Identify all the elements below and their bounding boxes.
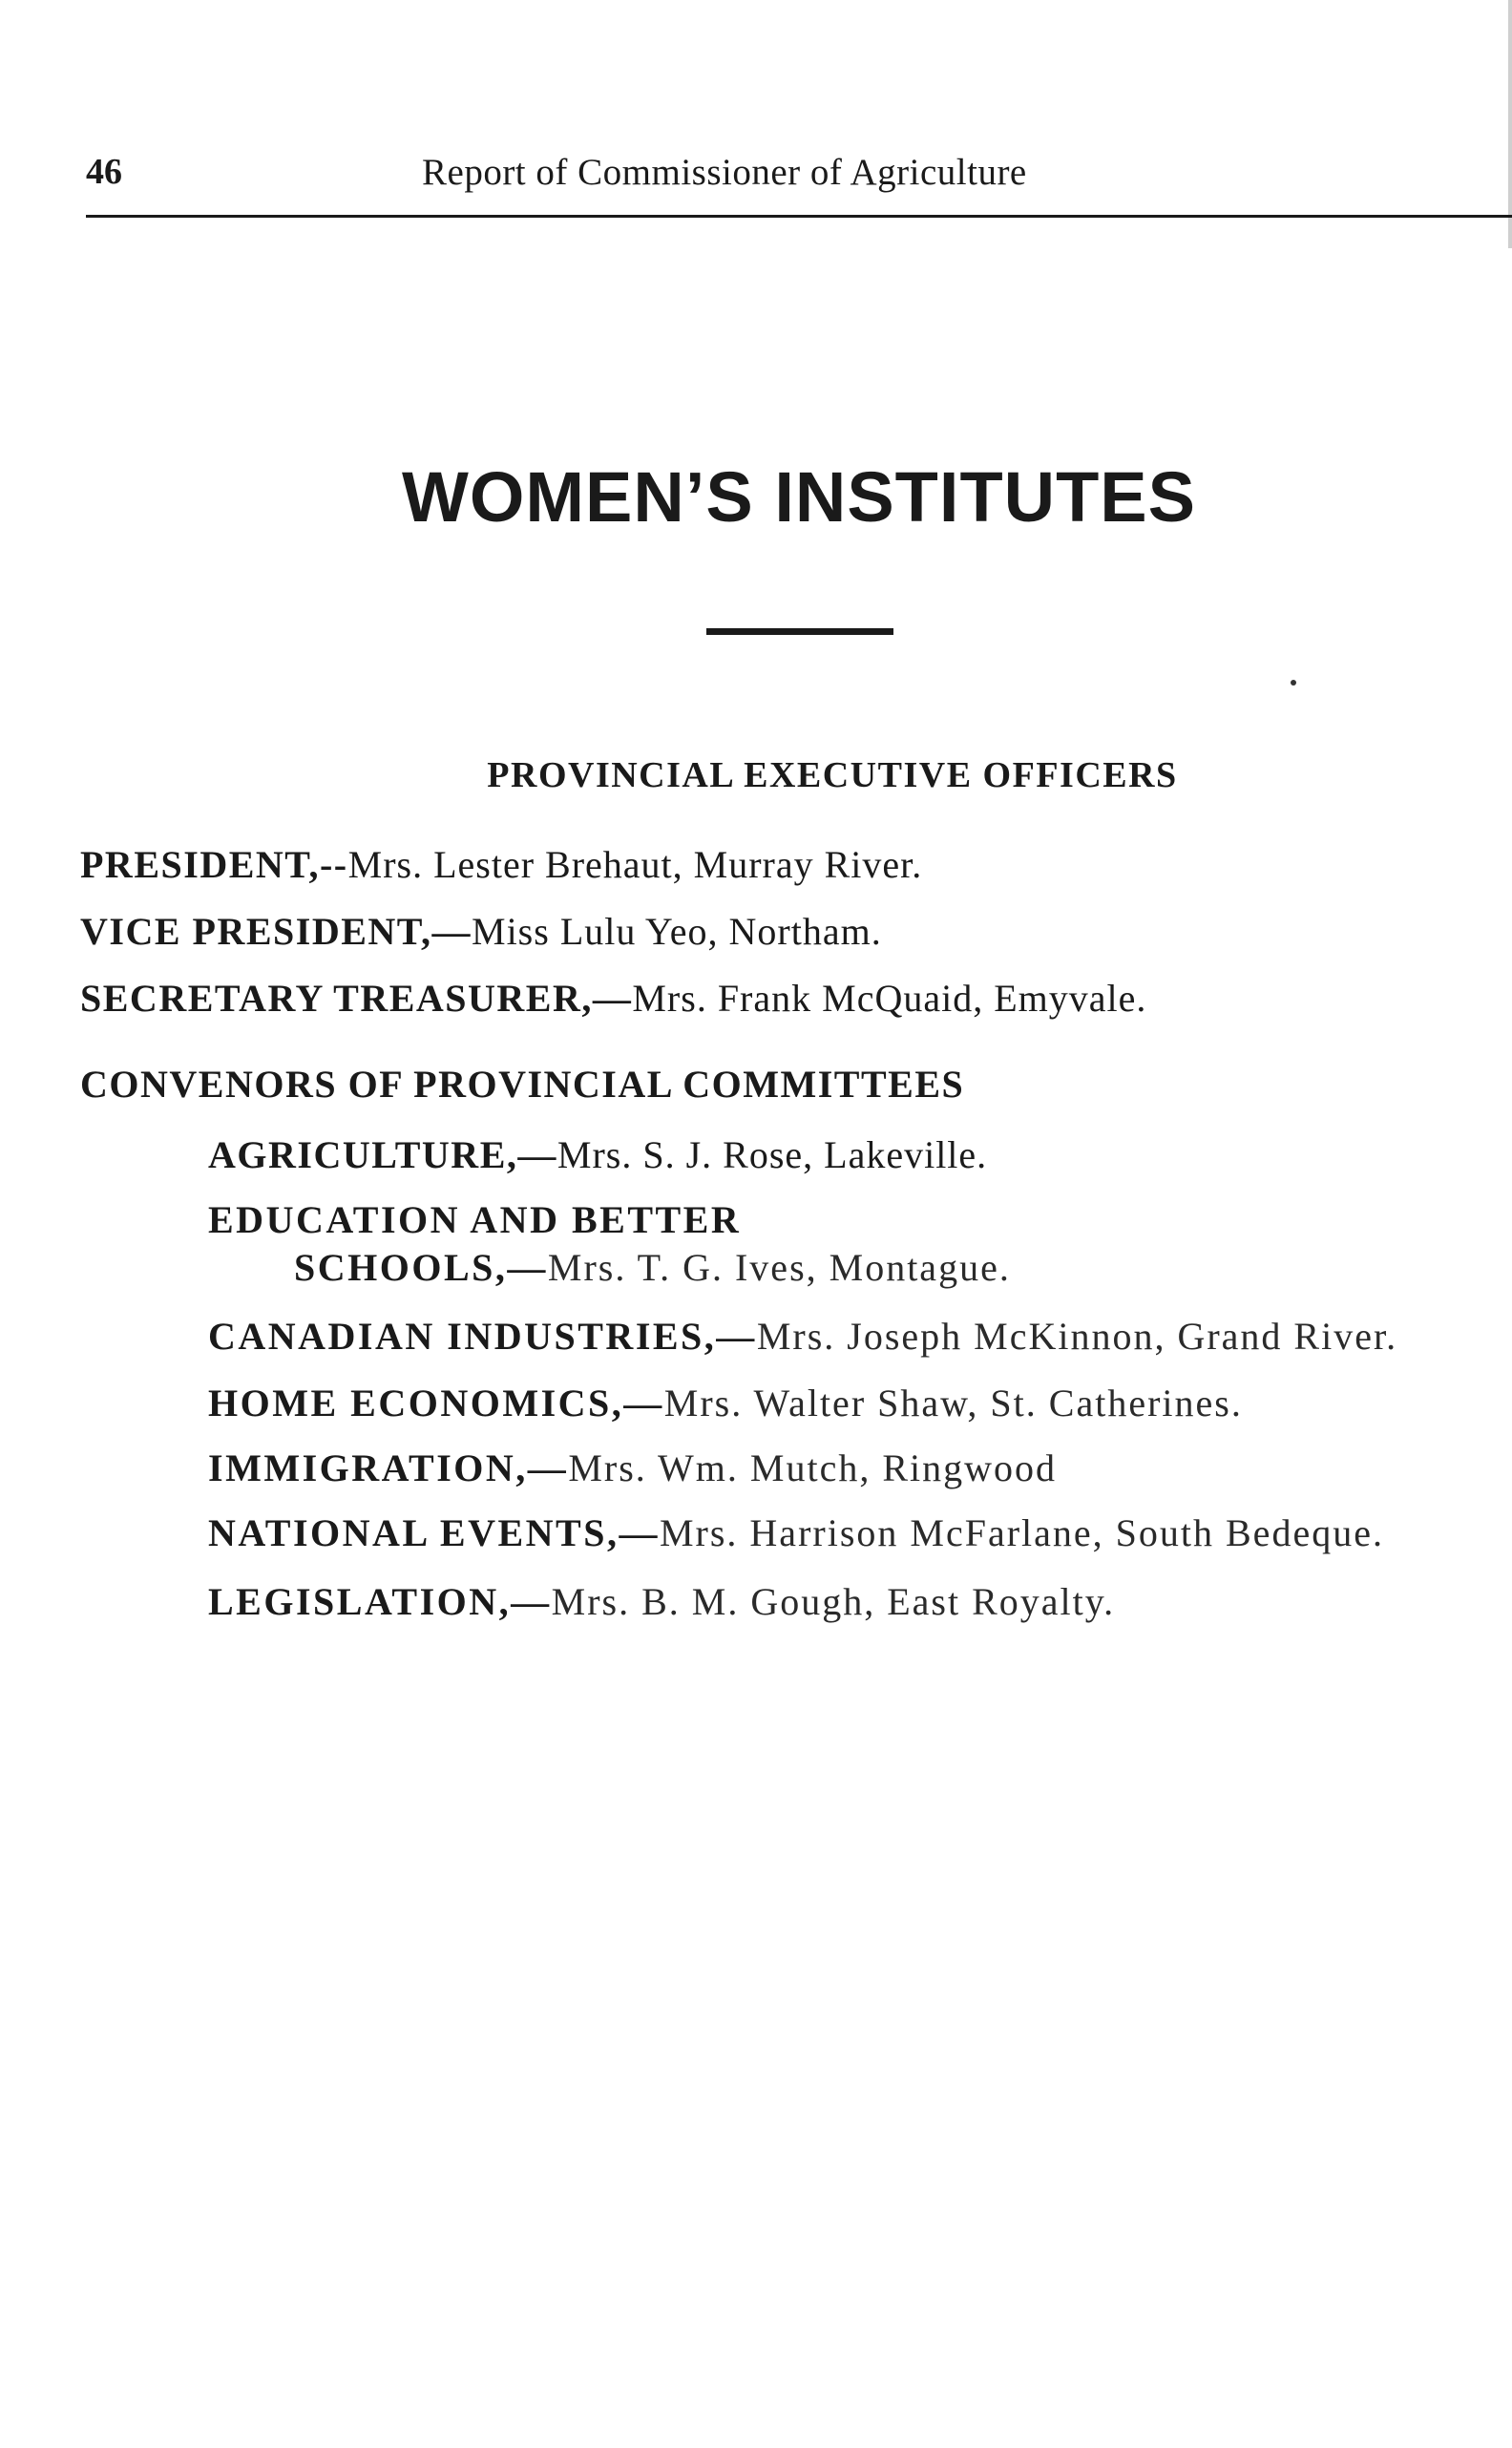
executive-heading: PROVINCIAL EXECUTIVE OFFICERS bbox=[487, 755, 1178, 795]
committee-label: EDUCATION AND BETTER bbox=[208, 1198, 742, 1241]
header-rule bbox=[86, 215, 1512, 218]
committee-label: CANADIAN INDUSTRIES,— bbox=[208, 1315, 757, 1358]
officer-label: VICE PRESIDENT,— bbox=[80, 910, 472, 953]
committee-schools bbox=[294, 1245, 1011, 1290]
page-title: WOMEN’S INSTITUTES bbox=[402, 457, 1196, 537]
officer-label: PRESIDENT,-- bbox=[80, 843, 348, 886]
committee-value: Mrs. Joseph McKinnon, Grand River. bbox=[756, 1315, 1398, 1358]
committee-legislation bbox=[208, 1579, 1115, 1624]
officer-secretary-treasurer bbox=[80, 976, 1146, 1021]
committees-heading: CONVENORS OF PROVINCIAL COMMITTEES bbox=[80, 1063, 965, 1106]
committee-immigration bbox=[208, 1446, 1057, 1490]
committee-education bbox=[208, 1197, 741, 1242]
committee-label: AGRICULTURE,— bbox=[208, 1133, 557, 1176]
officer-vice-president bbox=[80, 909, 882, 954]
committee-label: HOME ECONOMICS,— bbox=[208, 1382, 664, 1424]
page-number: 46 bbox=[86, 152, 122, 192]
officer-value: Mrs. Frank McQuaid, Emyvale. bbox=[632, 977, 1147, 1020]
running-title: Report of Commissioner of Agriculture bbox=[422, 152, 1027, 193]
officer-value: Mrs. Lester Brehaut, Murray River. bbox=[347, 843, 923, 886]
officer-president bbox=[80, 842, 922, 887]
officer-label: SECRETARY TREASURER,— bbox=[80, 977, 633, 1020]
committee-value: Mrs. T. G. Ives, Montague. bbox=[547, 1246, 1011, 1289]
committee-label: IMMIGRATION,— bbox=[208, 1446, 569, 1489]
committee-value: Mrs. B. M. Gough, East Royalty. bbox=[551, 1580, 1116, 1623]
committee-label: SCHOOLS,— bbox=[294, 1246, 548, 1289]
committee-label: LEGISLATION,— bbox=[208, 1580, 552, 1623]
page-header bbox=[86, 151, 1508, 200]
committee-value: Mrs. S. J. Rose, Lakeville. bbox=[556, 1133, 988, 1176]
committee-agriculture bbox=[208, 1132, 987, 1177]
committee-value: Mrs. Wm. Mutch, Ringwood bbox=[568, 1446, 1058, 1489]
committee-canadian-industries bbox=[208, 1314, 1397, 1359]
page-edge-shadow bbox=[1508, 0, 1512, 248]
print-speck bbox=[1291, 680, 1296, 686]
committee-value: Mrs. Walter Shaw, St. Catherines. bbox=[663, 1382, 1243, 1424]
officer-value: Miss Lulu Yeo, Northam. bbox=[472, 910, 882, 953]
committee-national-events bbox=[208, 1510, 1384, 1555]
title-rule bbox=[706, 628, 893, 635]
committee-home-economics bbox=[208, 1381, 1243, 1425]
committee-value: Mrs. Harrison McFarlane, South Bedeque. bbox=[659, 1511, 1384, 1554]
committee-label: NATIONAL EVENTS,— bbox=[208, 1511, 660, 1554]
